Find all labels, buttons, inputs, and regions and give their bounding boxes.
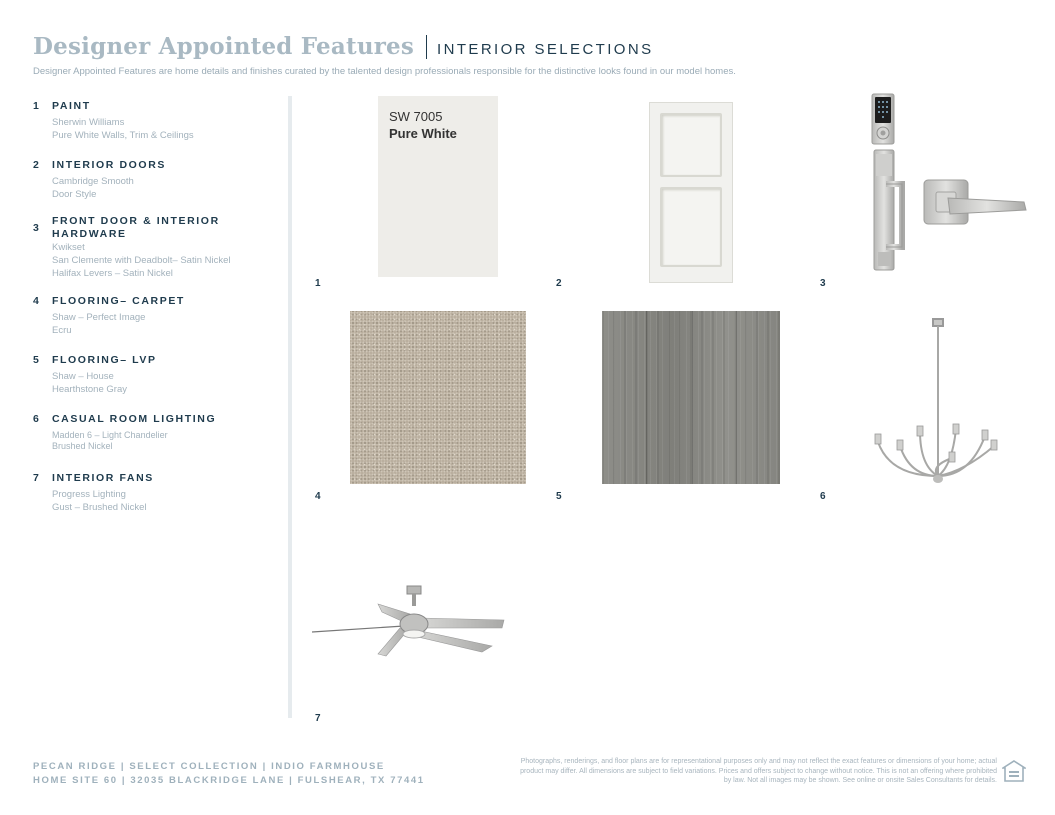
feature-detail: San Clemente with Deadbolt– Satin Nickel — [52, 255, 231, 266]
paint-name: Pure White — [389, 126, 457, 141]
image-caption-7: 7 — [315, 713, 321, 724]
carpet-swatch — [350, 311, 526, 484]
feature-name: PAINT — [52, 100, 91, 112]
ceiling-fan-image — [312, 582, 512, 662]
feature-detail: Halifax Levers – Satin Nickel — [52, 268, 173, 279]
feature-item-paint — [33, 100, 273, 142]
lvp-swatch — [602, 311, 780, 484]
feature-item-hardware — [33, 215, 233, 280]
footer-community-info — [33, 760, 425, 788]
feature-number: 1 — [33, 100, 39, 112]
page-header — [33, 33, 654, 60]
image-caption-5: 5 — [556, 491, 562, 502]
feature-name: FLOORING– CARPET — [52, 295, 185, 307]
footer-line-2: HOME SITE 60 | 32035 BLACKRIDGE LANE | FULSHEAR, TX 77441 — [33, 775, 425, 786]
footer-line-1: PECAN RIDGE | SELECT COLLECTION | INDIO FARMHOUSE — [33, 761, 385, 772]
image-caption-4: 4 — [315, 491, 321, 502]
feature-detail: Hearthstone Gray — [52, 384, 127, 395]
door-image — [649, 102, 733, 283]
feature-detail: Cambridge Smooth — [52, 176, 134, 187]
feature-detail: Progress Lighting — [52, 489, 126, 500]
feature-name: INTERIOR DOORS — [52, 159, 166, 171]
image-caption-6: 6 — [820, 491, 826, 502]
page-title: Designer Appointed Features — [33, 33, 415, 60]
image-caption-2: 2 — [556, 278, 562, 289]
feature-name: INTERIOR FANS — [52, 472, 154, 484]
feature-name: CASUAL ROOM LIGHTING — [52, 413, 217, 425]
image-caption-1: 1 — [315, 278, 321, 289]
plank-seam — [692, 311, 693, 484]
equal-housing-opportunity-icon — [1002, 760, 1026, 782]
feature-detail: Sherwin Williams — [52, 117, 125, 128]
feature-detail: Ecru — [52, 325, 72, 336]
feature-number: 4 — [33, 295, 39, 307]
feature-number: 7 — [33, 472, 39, 484]
footer-disclaimer: Photographs, renderings, and floor plans are for representational purposes only and may not reflect the exact features or dimensions of your home; actual product may differ. All dimensions are subject to field variations. Prices and offers subject to change without notice. This is not an offering where prohibited by law. Not all images may be shown. See online or onsite Sales Consultants for details. — [520, 758, 997, 784]
feature-item-lighting — [33, 413, 273, 452]
image-caption-3: 3 — [820, 278, 826, 289]
feature-item-carpet — [33, 295, 273, 337]
plank-seam — [736, 311, 737, 484]
feature-detail: Shaw – House — [52, 371, 114, 382]
vertical-divider — [288, 96, 292, 718]
feature-item-interior-doors — [33, 159, 273, 201]
paint-code: SW 7005 — [389, 109, 443, 124]
feature-number: 2 — [33, 159, 39, 171]
feature-detail: Madden 6 – Light Chandelier — [52, 430, 168, 440]
feature-detail: Pure White Walls, Trim & Ceilings — [52, 130, 194, 141]
paint-swatch — [378, 96, 498, 277]
chandelier-image — [870, 316, 1005, 491]
feature-detail: Kwikset — [52, 242, 85, 253]
feature-item-lvp — [33, 354, 273, 396]
feature-number: 5 — [33, 354, 39, 366]
feature-name: FRONT DOOR & INTERIOR HARDWARE — [52, 215, 220, 240]
feature-detail: Brushed Nickel — [52, 441, 113, 451]
feature-detail: Gust – Brushed Nickel — [52, 502, 147, 513]
intro-text: Designer Appointed Features are home details and finishes curated by the talented design professionals responsible for the distinctive looks found in our model homes. — [33, 66, 736, 77]
hardware-image — [866, 92, 1031, 274]
page-subtitle: INTERIOR SELECTIONS — [437, 41, 654, 58]
plank-seam — [646, 311, 647, 484]
feature-item-fans — [33, 472, 273, 514]
door-panel — [660, 113, 722, 177]
feature-detail: Door Style — [52, 189, 97, 200]
door-panel — [660, 187, 722, 267]
feature-number: 6 — [33, 413, 39, 425]
title-separator — [426, 35, 427, 59]
feature-name: FLOORING– LVP — [52, 354, 157, 366]
feature-number: 3 — [33, 222, 39, 234]
feature-detail: Shaw – Perfect Image — [52, 312, 146, 323]
